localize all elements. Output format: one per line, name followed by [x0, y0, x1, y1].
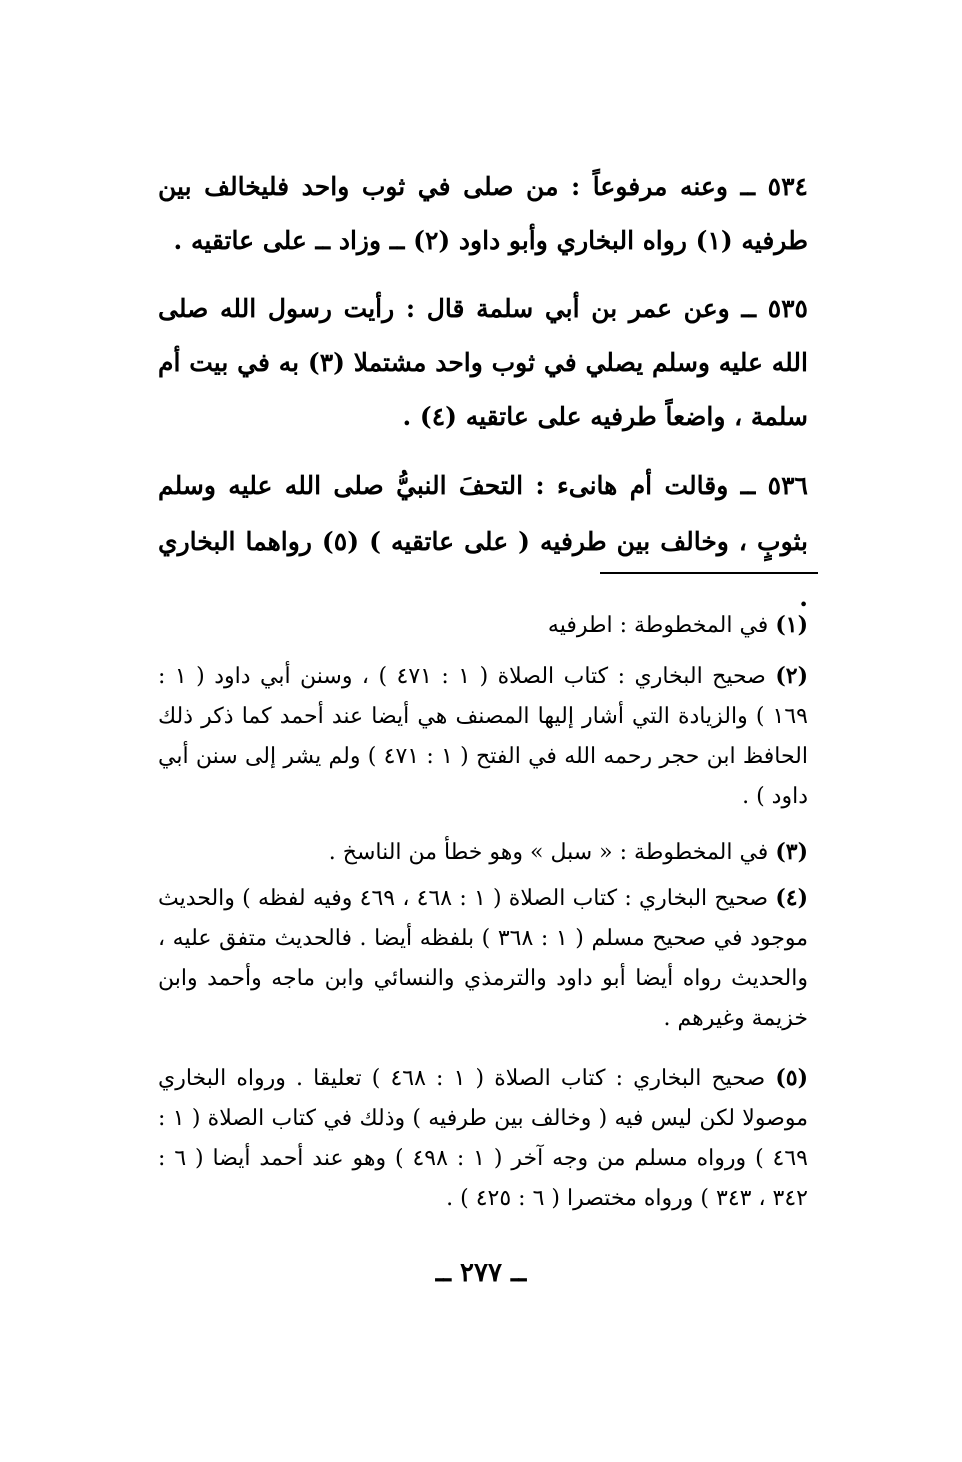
hadith-text: وعن عمر بن أبي سلمة قال : رأيت رسول الله صلى الله عليه وسلم يصلي في ثوب واحد مشتملا (٣) به في بيت أم سلمة ، واضعاً طرفيه على عاتقيه (٤) .	[158, 294, 808, 431]
footnote-5	[158, 1058, 808, 1219]
footnote-1	[158, 605, 808, 646]
footnote-marker: (١)	[775, 612, 808, 638]
footnote-4	[158, 878, 808, 1039]
hadith-number: ٥٣٦	[767, 471, 808, 500]
page-number: ــ ٢٧٧ ــ	[435, 1258, 527, 1288]
dash: ــ	[741, 294, 757, 323]
hadith-text: وعنه مرفوعاً : من صلى في ثوب واحد فليخالف بين طرفيه (١) رواه البخاري وأبو داود (٢) ــ وزاد ــ على عاتقيه .	[158, 172, 808, 255]
footnote-marker: (٥)	[775, 1065, 809, 1091]
footnote-text: صحيح البخاري : كتاب الصلاة ( ١ : ٤٦٨ ) تعليقا . ورواه البخاري موصولا لكن ليس فيه ( وخالف بين طرفيه ) وذلك في كتاب الصلاة ( ١ : ٤٦٩ ) ورواه مسلم من وجه آخر ( ١ : ٤٩٨ ) وهو عند أحمد أيضا ( ٦ : ٣٤٢ ، ٣٤٣ ) ورواه مختصرا ( ٦ : ٤٢٥ ) .	[158, 1066, 809, 1211]
footnote-text: في المخطوطة : اطرفيه	[547, 613, 769, 638]
hadith-paragraph-534	[158, 160, 808, 268]
footnote-text: في المخطوطة : « سبل » وهو خطأ من الناسخ .	[328, 840, 769, 865]
footnote-text: صحيح البخاري : كتاب الصلاة ( ١ : ٤٦٨ ، ٤٦٩ وفيه لفظه ) والحديث موجود في صحيح مسلم ( ١ : ٣٦٨ ) بلفظه أيضا . فالحديث متفق عليه ، والحديث رواه أيضا أبو داود والترمذي والنسائي وابن ماجه وأحمد وابن خزيمة وغيرهم .	[158, 886, 809, 1031]
footnote-text: صحيح البخاري : كتاب الصلاة ( ١ : ٤٧١ ) ، وسنن أبي داود ( ١ : ١٦٩ ) والزيادة التي أشار إليها المصنف هي أيضا عند أحمد كما ذكر ذلك الحافظ ابن حجر رحمه الله في الفتح ( ١ : ٤٧١ ) ولم يشر إلى سنن أبي داود ) .	[158, 664, 808, 809]
footnote-marker: (٤)	[775, 885, 809, 911]
hadith-number: ٥٣٥	[767, 294, 808, 323]
hadith-number: ٥٣٤	[767, 172, 808, 201]
footnote-marker: (٣)	[775, 839, 808, 865]
hadith-paragraph-535	[158, 282, 808, 444]
dash: ــ	[740, 471, 756, 500]
footnote-separator	[600, 572, 818, 574]
dash: ــ	[740, 172, 756, 201]
footnote-2	[158, 656, 808, 817]
footnote-marker: (٢)	[775, 663, 808, 689]
hadith-paragraph-536	[158, 458, 808, 626]
footnote-3	[158, 832, 808, 873]
hadith-text: وقالت أم هانىء : التحفَ النبيُّ صلى الله عليه وسلم بثوبٍ ، وخالف بين طرفيه ( على عاتقيه ) (٥) رواهما البخاري .	[158, 471, 808, 612]
